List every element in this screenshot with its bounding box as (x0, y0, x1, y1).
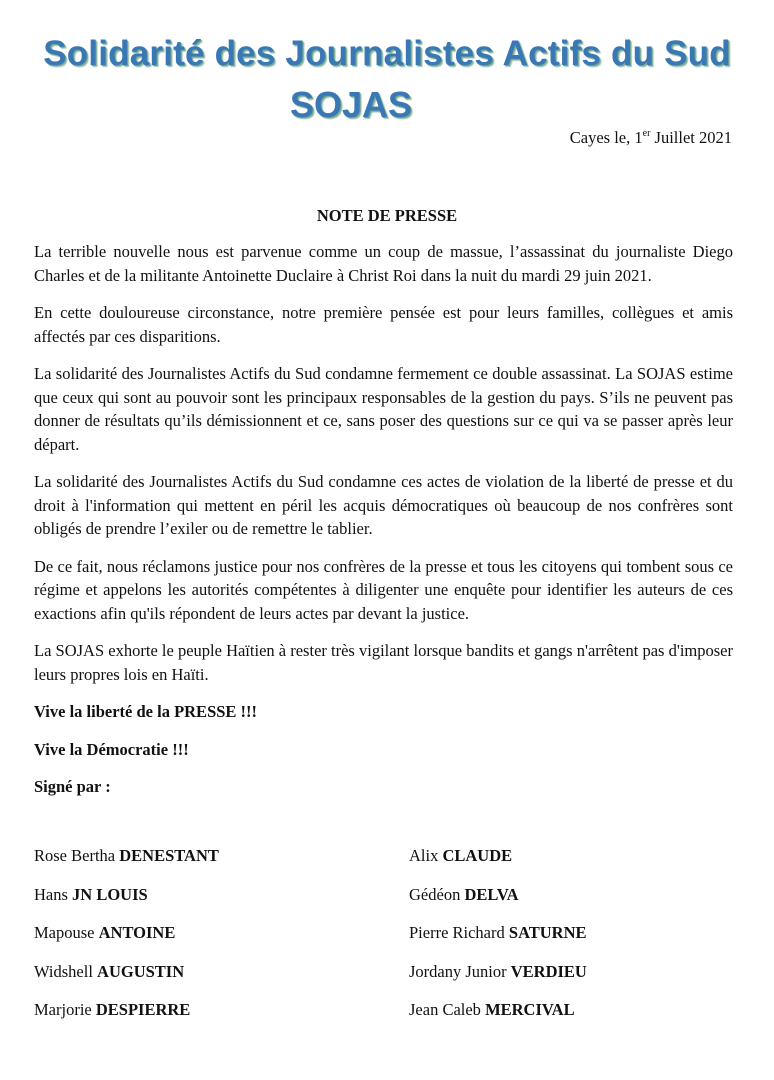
signatory (409, 962, 587, 982)
signatory-first-name: Mapouse (34, 923, 99, 942)
signatories-list (34, 846, 734, 1039)
paragraph: La solidarité des Journalistes Actifs du Sud condamne ces actes de violation de la liberté de presse et du droit à l'information qui mettent en péril les acquis démocratiques où beaucoup de nos confrères sont obligés de prendre l’exiler ou de remettre le tablier. (34, 472, 733, 538)
signatory-first-name: Alix (409, 846, 443, 865)
date-ordinal: er (642, 128, 651, 139)
signatory-surname: MERCIVAL (485, 1000, 575, 1019)
signatory-first-name: Jean Caleb (409, 1000, 486, 1019)
signatory-surname: CLAUDE (442, 846, 513, 865)
organization-name: Solidarité des Journalistes Actifs du Sud (43, 34, 731, 73)
signatory-first-name: Gédéon (409, 884, 465, 904)
signatory-first-name: Widshell (34, 961, 98, 981)
signatory-surname: DESPIERRE (95, 1000, 191, 1019)
signatory (409, 885, 519, 905)
signatory-first-name: Marjorie (34, 1000, 96, 1019)
signatory-surname: AUGUSTIN (97, 961, 185, 981)
slogan-democracy: Vive la Démocratie !!! (34, 739, 189, 759)
organization-acronym: SOJAS (290, 84, 413, 125)
date-line (570, 128, 732, 148)
paragraph: La SOJAS exhorte le peuple Haïtien à rester très vigilant lorsque bandits et gangs n'arrêtent pas d'imposer leurs propres lois en Haïti. (34, 641, 733, 684)
signatory (34, 923, 175, 943)
signatory-first-name: Rose Bertha (34, 846, 120, 865)
signatory-surname: VERDIEU (510, 961, 587, 981)
signatory (34, 846, 219, 866)
signatory-surname: SATURNE (508, 923, 587, 942)
signatory (409, 923, 587, 943)
signatory-first-name: Pierre Richard (409, 923, 509, 942)
signatory (34, 1000, 190, 1020)
signatory (409, 846, 512, 866)
signatory-surname: DELVA (464, 884, 519, 904)
document-heading: NOTE DE PRESSE (316, 206, 458, 225)
signatory-row (34, 923, 734, 962)
signatory-row (34, 885, 734, 924)
signatory (34, 962, 184, 982)
signatory-first-name: Jordany Junior (409, 961, 511, 981)
date-suffix: Juillet 2021 (650, 128, 732, 147)
date-prefix: Cayes le, 1 (569, 128, 643, 147)
signatory-row (34, 962, 734, 1001)
signatory-surname: JN LOUIS (72, 884, 148, 904)
slogan-press-freedom: Vive la liberté de la PRESSE !!! (34, 702, 258, 721)
paragraph: En cette douloureuse circonstance, notre première pensée est pour leurs familles, collègues et amis affectés par ces disparitions. (34, 303, 733, 346)
press-release-body (34, 240, 733, 813)
paragraph: La terrible nouvelle nous est parvenue comme un coup de massue, l’assassinat du journaliste Diego Charles et de la militante Antoinette Duclaire à Christ Roi dans la nuit du mardi 29 juin 2021. (34, 242, 733, 285)
signatory-first-name: Hans (34, 884, 73, 904)
signatory (34, 885, 148, 905)
signatory-row (34, 1000, 734, 1039)
signatory (409, 1000, 575, 1020)
signatory-surname: ANTOINE (98, 923, 176, 942)
signatory-row (34, 846, 734, 885)
signed-by-label: Signé par : (34, 777, 111, 796)
paragraph: La solidarité des Journalistes Actifs du Sud condamne fermement ce double assassinat. La SOJAS estime que ceux qui sont au pouvoir sont les principaux responsables de la gestion du pays. S’ils ne peuvent pas donner de résultats qu’ils démissionnent et ce, sans poser des questions sur ce qui va se passer après leur départ. (34, 364, 733, 454)
paragraph: De ce fait, nous réclamons justice pour nos confrères de la presse et tous les citoyens qui tombent sous ce régime et appelons les autorités compétentes à diligenter une enquête pour identifier les auteurs de ces exactions afin qu'ils répondent de leurs actes par devant la justice. (34, 556, 733, 623)
signatory-surname: DENESTANT (119, 846, 219, 865)
